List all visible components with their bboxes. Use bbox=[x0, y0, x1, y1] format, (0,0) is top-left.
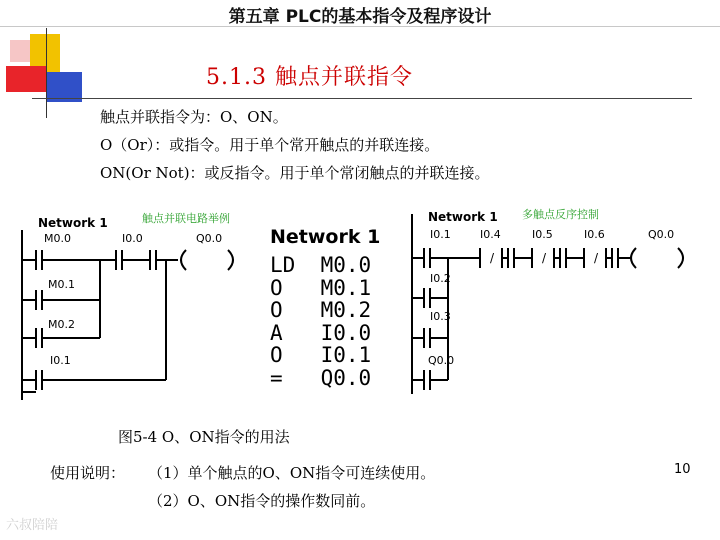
stl-line: O M0.2 bbox=[270, 298, 372, 322]
right-contact-label: Q0.0 bbox=[648, 228, 675, 241]
stl-line: = Q0.0 bbox=[270, 365, 372, 390]
ladder-diagram-right bbox=[408, 204, 708, 404]
left-network-label: Network 1 bbox=[38, 216, 108, 230]
stl-line: LD M0.0 bbox=[270, 253, 372, 277]
left-contact-label: Q0.0 bbox=[196, 232, 223, 245]
stl-line: O M0.1 bbox=[270, 275, 372, 300]
stl-line: O I0.1 bbox=[270, 343, 372, 367]
watermark-logo: 六叔陪陪 bbox=[6, 518, 59, 533]
slide-header bbox=[0, 0, 720, 27]
stl-listing bbox=[270, 226, 380, 389]
right-network-label: Network 1 bbox=[428, 210, 498, 224]
left-contact-label: M0.0 bbox=[44, 232, 71, 245]
left-contact-label: I0.0 bbox=[122, 232, 143, 245]
decor-pink-block bbox=[10, 40, 30, 62]
right-contact-label: I0.5 bbox=[532, 228, 553, 241]
paragraph-3: ON(Or Not)：或反指令。用于单个常闭触点的并联连接。 bbox=[100, 164, 490, 182]
right-note: 多触点反序控制 bbox=[522, 208, 599, 221]
paragraph-2: O（Or）：或指令。用于单个常开触点的并联连接。 bbox=[100, 136, 440, 154]
nc-slash: / bbox=[542, 251, 547, 265]
nc-slash: / bbox=[490, 251, 495, 265]
ladder-diagram-left bbox=[18, 210, 268, 410]
stl-line: A I0.0 bbox=[270, 320, 372, 345]
paragraph-1: 触点并联指令为：O、ON。 bbox=[100, 108, 288, 126]
stl-network-title: Network 1 bbox=[270, 226, 381, 248]
right-contact-label: I0.6 bbox=[584, 228, 605, 241]
right-contact-label: Q0.0 bbox=[428, 354, 455, 367]
left-contact-label: M0.1 bbox=[48, 278, 75, 291]
right-contact-label: I0.1 bbox=[430, 228, 451, 241]
right-contact-label: I0.3 bbox=[430, 310, 451, 323]
decor-vertical-line bbox=[46, 28, 47, 118]
nc-slash: / bbox=[594, 251, 599, 265]
usage-item-1: （1）单个触点的O、ON指令可连续使用。 bbox=[148, 464, 436, 482]
figure-caption: 图5-4 O、ON指令的用法 bbox=[118, 428, 290, 446]
left-contact-label: M0.2 bbox=[48, 318, 75, 331]
section-title: 5.1.3 触点并联指令 bbox=[206, 65, 413, 90]
right-contact-label: I0.4 bbox=[480, 228, 501, 241]
left-note: 触点并联电路举例 bbox=[142, 212, 230, 225]
usage-item-2: （2）O、ON指令的操作数同前。 bbox=[148, 492, 376, 510]
page-number: 10 bbox=[674, 462, 691, 477]
usage-label: 使用说明： bbox=[50, 464, 126, 482]
chapter-title: 第五章 PLC的基本指令及程序设计 bbox=[228, 7, 492, 27]
title-underline bbox=[32, 98, 692, 99]
decor-red-block bbox=[6, 66, 46, 92]
right-contact-label: I0.2 bbox=[430, 272, 451, 285]
left-contact-label: I0.1 bbox=[50, 354, 71, 367]
